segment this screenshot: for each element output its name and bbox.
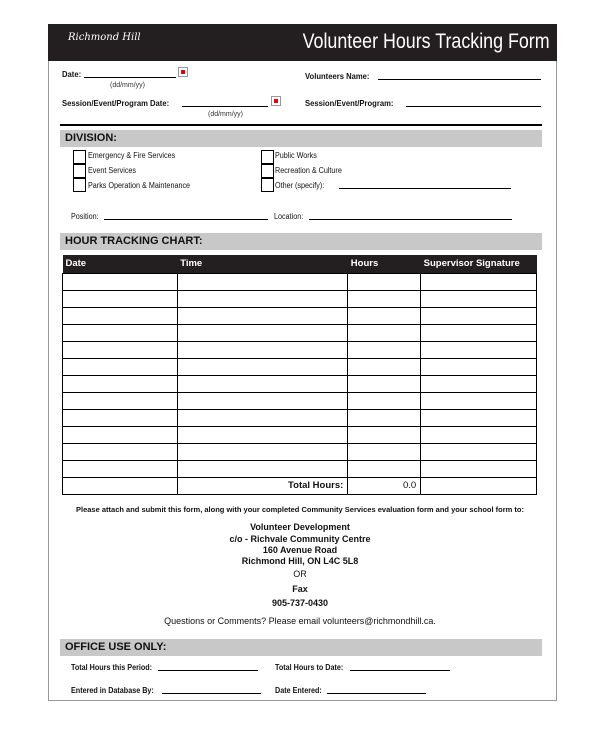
table-cell[interactable] [421,426,537,443]
option-label: Emergency & Fire Services [88,151,176,160]
table-cell[interactable] [348,392,421,409]
table-cell[interactable] [177,443,348,460]
table-cell[interactable] [177,341,348,358]
table-cell[interactable] [421,307,537,324]
submit-instructions: Please attach and submit this form, along with your completed Community Services evaluation form and your school form to: [76,505,524,514]
table-cell[interactable] [63,290,178,307]
session-field[interactable] [406,106,541,107]
table-cell[interactable] [421,358,537,375]
table-row [63,290,537,307]
table-row [63,392,537,409]
table-cell[interactable] [348,443,421,460]
entered-by-field[interactable] [162,693,261,694]
address-line: Volunteer Development [250,522,350,532]
table-cell[interactable] [63,409,178,426]
session-label: Session/Event/Program: [305,98,394,108]
checkbox-emergency[interactable] [73,150,86,164]
table-cell[interactable] [348,307,421,324]
richmond-hill-logo: Richmond Hill [68,32,141,43]
entered-by-label: Entered in Database By: [71,686,154,695]
total-date-label: Total Hours to Date: [275,663,344,672]
table-cell[interactable] [421,273,537,290]
address-line: 160 Avenue Road [262,545,338,555]
session-date-field[interactable] [182,106,268,107]
column-date: Date [63,255,178,273]
other-specify-field[interactable] [339,188,511,189]
table-cell[interactable] [348,341,421,358]
volunteer-name-label: Volunteers Name: [305,71,370,81]
table-cell[interactable] [63,341,178,358]
table-row [63,273,537,290]
table-cell[interactable] [63,443,178,460]
total-period-field[interactable] [158,670,258,671]
checkbox-parks[interactable] [73,178,86,192]
option-label: Public Works [275,151,317,160]
column-time: Time [177,255,348,273]
table-cell[interactable] [177,409,348,426]
position-field[interactable] [104,219,268,220]
checkbox-public-works[interactable] [261,150,274,164]
total-date-field[interactable] [350,670,450,671]
table-cell[interactable] [177,324,348,341]
calendar-icon[interactable] [271,96,281,106]
fax-label: Fax [292,584,308,594]
position-label: Position: [71,212,99,221]
divider [60,124,542,126]
date-entered-field[interactable] [327,693,426,694]
option-label: Recreation & Culture [275,166,342,175]
table-cell[interactable] [63,426,178,443]
session-date-hint: (dd/mm/yy) [208,111,243,118]
date-label: Date: [62,69,82,79]
column-hours: Hours [348,255,421,273]
fax-number: 905-737-0430 [271,598,329,608]
location-label: Location: [274,212,304,221]
table-row [63,443,537,460]
total-row [63,477,537,494]
checkbox-recreation[interactable] [261,164,274,178]
table-cell[interactable] [177,392,348,409]
form-title: Volunteer Hours Tracking Form [302,30,550,53]
table-cell[interactable] [348,426,421,443]
table-cell[interactable] [63,324,178,341]
table-cell[interactable] [348,375,421,392]
calendar-icon[interactable] [178,67,188,77]
table-row [63,426,537,443]
table-cell[interactable] [348,290,421,307]
table-cell[interactable] [421,392,537,409]
table-cell[interactable] [421,443,537,460]
questions-text: Questions or Comments? Please email volunteers@richmondhill.ca. [164,616,436,626]
table-cell[interactable] [177,273,348,290]
table-cell[interactable] [177,375,348,392]
table-cell[interactable] [63,460,178,477]
table-cell[interactable] [421,409,537,426]
table-cell[interactable] [177,460,348,477]
table-cell[interactable] [421,324,537,341]
option-label: Parks Operation & Maintenance [88,181,191,190]
table-cell[interactable] [348,409,421,426]
table-cell[interactable] [421,290,537,307]
table-cell[interactable] [177,426,348,443]
table-row [63,341,537,358]
table-cell[interactable] [63,307,178,324]
table-cell[interactable] [63,375,178,392]
table-cell[interactable] [63,392,178,409]
table-cell[interactable] [421,460,537,477]
total-hours-value: 0.0 [348,477,421,494]
table-cell[interactable] [348,460,421,477]
table-row [63,460,537,477]
table-cell[interactable] [421,477,537,494]
date-field[interactable] [84,77,176,78]
table-cell[interactable] [63,273,178,290]
table-cell[interactable] [348,324,421,341]
table-row [63,375,537,392]
location-field[interactable] [309,219,512,220]
table-cell[interactable] [421,375,537,392]
division-header: DIVISION: [60,130,542,147]
table-cell[interactable] [177,358,348,375]
table-cell[interactable] [348,358,421,375]
table-cell[interactable] [421,341,537,358]
option-label: Other (specify): [275,181,325,190]
table-row [63,409,537,426]
date-hint: (dd/mm/yy) [110,82,145,89]
total-period-label: Total Hours this Period: [71,663,153,672]
address-line: Richmond Hill, ON L4C 5L8 [241,556,359,566]
table-cell[interactable] [63,477,178,494]
table-cell[interactable] [177,290,348,307]
table-row [63,358,537,375]
office-use-header: OFFICE USE ONLY: [60,639,542,656]
date-entered-label: Date Entered: [275,686,322,695]
hour-tracking-table [62,255,537,495]
table-cell[interactable] [63,358,178,375]
table-cell[interactable] [348,273,421,290]
table-cell[interactable] [177,307,348,324]
table-row [63,307,537,324]
hour-tracking-header: HOUR TRACKING CHART: [60,233,542,250]
or-text: OR [293,569,307,579]
volunteer-name-field[interactable] [378,79,541,80]
column-supervisor-signature: Supervisor Signature [421,255,537,273]
session-date-label: Session/Event/Program Date: [62,98,170,108]
option-label: Event Services [88,166,137,175]
address-line: c/o - Richvale Community Centre [229,534,371,544]
table-row [63,324,537,341]
checkbox-other[interactable] [261,178,274,192]
checkbox-event-services[interactable] [73,164,86,178]
total-hours-label: Total Hours: [177,477,348,494]
